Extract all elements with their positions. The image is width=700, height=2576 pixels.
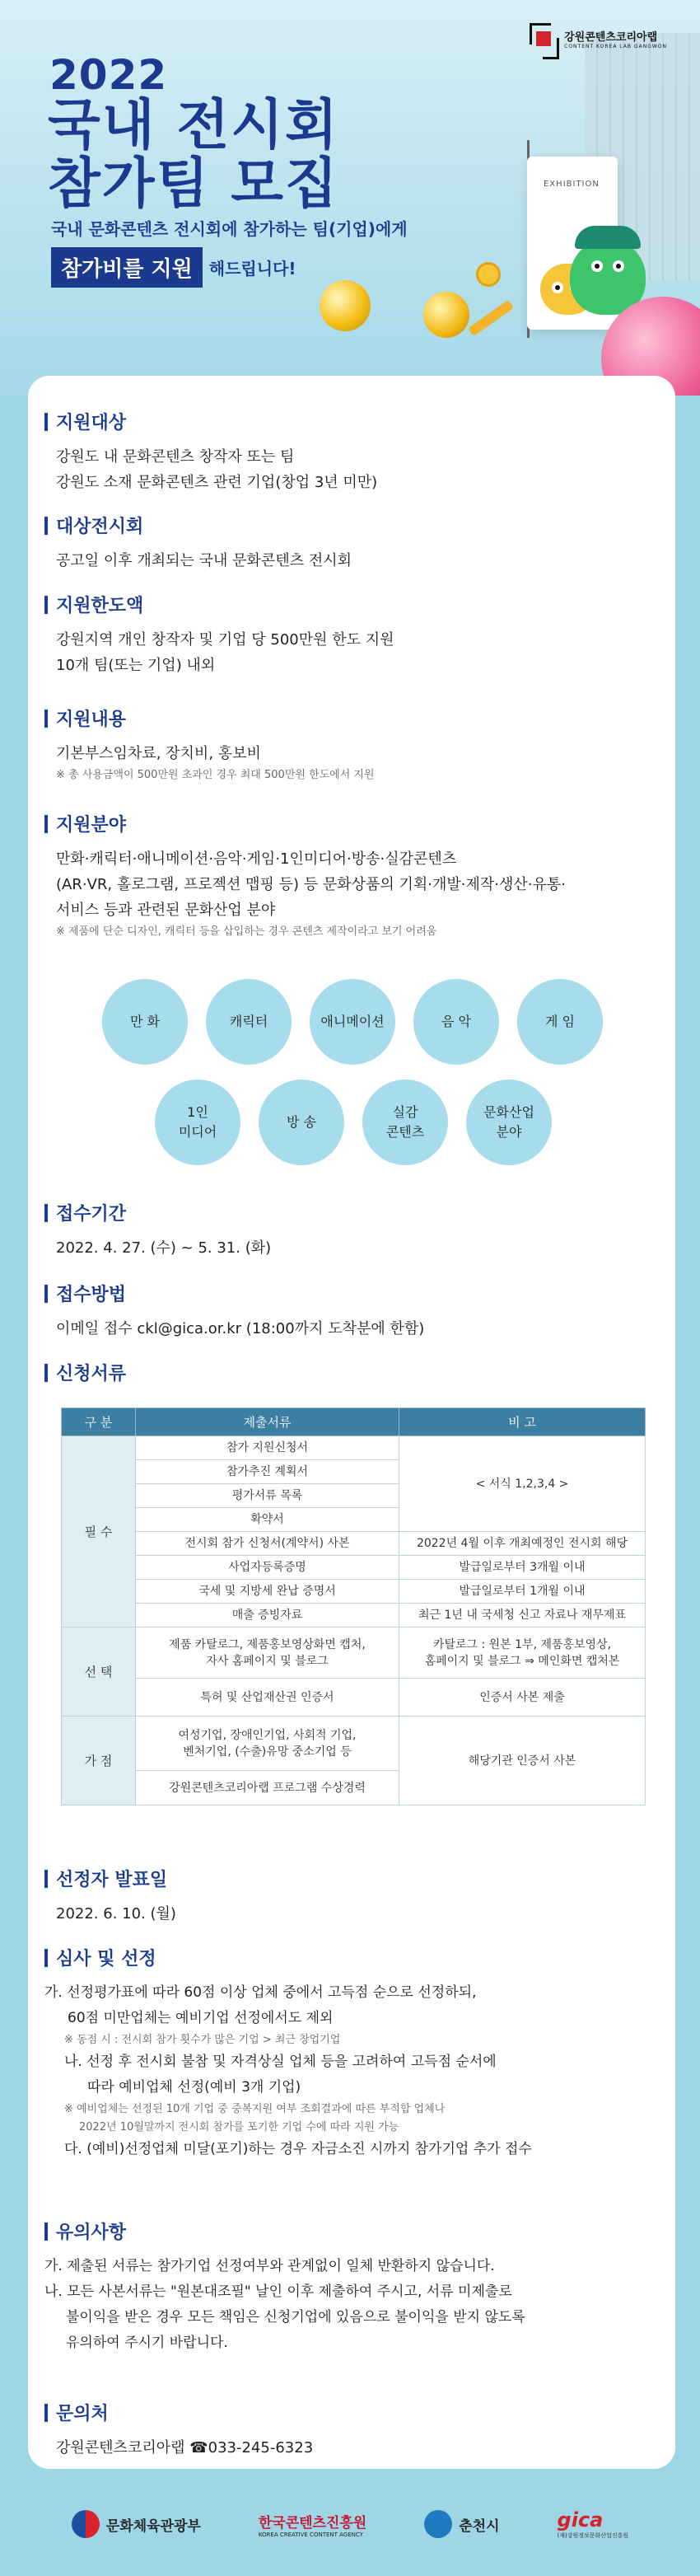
section-title: 문의처 (56, 2404, 109, 2424)
table-header: 구 분 (62, 1408, 136, 1436)
text-line: 가. 선정평가표에 따라 60점 이상 업체 중에서 고득점 순으로 선정하되, (44, 1984, 477, 2001)
text-line: 공고일 이후 개최되는 국내 문화콘텐츠 전시회 (56, 552, 352, 569)
table-row (62, 1556, 646, 1580)
text-line: 유의하여 주시기 바랍니다. (66, 2335, 228, 2351)
section-title: 지원분야 (56, 815, 127, 836)
field-circle-game: 게 임 (517, 979, 603, 1065)
chuncheon-icon (424, 2510, 452, 2538)
section-field (44, 811, 566, 941)
section-title: 선정자 발표일 (56, 1870, 168, 1890)
text-line: 가. 제출된 서류는 참가기업 선정여부와 관계없이 일체 반환하지 않습니다. (44, 2258, 495, 2274)
coin-graphic (476, 262, 501, 287)
text-line: 강원지역 개인 창작자 및 기업 당 500만원 한도 지원 (56, 631, 394, 649)
table-cell: 확약서 (136, 1508, 399, 1532)
section-title: 지원내용 (56, 710, 127, 730)
table-cell: 참가추진 계획서 (136, 1460, 399, 1484)
gica-logo (558, 2508, 629, 2540)
section-title: 심사 및 선정 (56, 1949, 156, 1969)
method-text: 이메일 접수 ckl@gica.or.kr (18:00까지 도착분에 한함) (56, 1320, 425, 1337)
text-line: 강원도 소재 문화콘텐츠 관련 기업(창업 3년 미만) (56, 474, 378, 491)
field-circle-manhwa: 만 화 (102, 979, 188, 1065)
note-text: 2022년 10월말까지 전시회 참가를 포기한 기업 수에 따라 지원 가능 (79, 2121, 399, 2133)
section-title: 대상전시회 (56, 517, 144, 537)
gold-ball-graphic (320, 280, 371, 331)
section-title: 지원한도액 (56, 596, 144, 616)
table-cell: 평가서류 목록 (136, 1484, 399, 1508)
ckl-logo (530, 23, 667, 59)
table-cell: < 서식 1,2,3,4 > (399, 1436, 646, 1532)
section-caution (44, 2218, 525, 2356)
table-row (62, 1580, 646, 1604)
text-line: 60점 미만업체는 예비기업 선정에서도 제외 (68, 2010, 334, 2026)
chuncheon-logo-text: 춘천시 (459, 2517, 500, 2535)
section-title: 접수방법 (56, 1285, 127, 1305)
documents-table (61, 1407, 646, 1806)
table-row (62, 1604, 646, 1628)
field-circle-music: 음 악 (413, 979, 499, 1065)
note-text: ※ 제품에 단순 디자인, 캐릭터 등을 삽입하는 경우 콘텐츠 제작이라고 보기 어려움 (56, 925, 437, 938)
section-title: 접수기간 (56, 1204, 127, 1225)
text-line: (AR·VR, 홀로그램, 프로젝션 맵핑 등) 등 문화상품의 기획·개발·제작·생산·유통· (56, 876, 566, 893)
text-line: 불이익을 받은 경우 모든 책임은 신청기업에 있음으로 불이익을 받지 않도록 (66, 2309, 525, 2325)
table-row (62, 1717, 646, 1771)
gica-logo-sub: (재)강원정보문화산업진흥원 (557, 2532, 629, 2539)
table-cell: 발급일로부터 3개월 이내 (399, 1556, 646, 1580)
table-cell: 인증서 사본 제출 (399, 1679, 646, 1717)
gica-logo-text: gica (557, 2508, 604, 2532)
hero-title (48, 93, 339, 216)
section-contact (44, 2400, 313, 2461)
ckl-logo-sub: CONTENT KOREA LAB GANGWON (564, 44, 667, 50)
group-required: 필 수 (62, 1436, 136, 1628)
kocca-logo-text: 한국콘텐츠진흥원 (258, 2514, 367, 2532)
text-line: 기본부스임차료, 장치비, 홍보비 (56, 745, 261, 762)
field-circle-character: 캐릭터 (206, 979, 292, 1065)
hero-subtitle-rest: 해드립니다! (208, 259, 296, 279)
content-card (28, 376, 675, 2469)
kocca-logo-sub: KOREA CREATIVE CONTENT AGENCY (258, 2531, 363, 2538)
support-badge: 참가비를 지원 (51, 247, 203, 288)
section-title: 유의사항 (56, 2222, 127, 2243)
text-line: 만화·캐릭터·애니메이션·음악·게임·1인미디어·방송·실감콘텐츠 (56, 850, 457, 868)
text-line: 다. (예비)선정업체 미달(포기)하는 경우 자금소진 시까지 참가기업 추가 접수 (64, 2141, 532, 2157)
table-cell: 특허 및 산업재산권 인증서 (136, 1679, 399, 1717)
table-header: 비 고 (399, 1408, 646, 1436)
field-circle-immersive: 실감 콘텐츠 (362, 1080, 448, 1165)
section-target (44, 409, 377, 495)
table-row (62, 1628, 646, 1679)
period-text: 2022. 4. 27. (수) ~ 5. 31. (화) (56, 1239, 272, 1257)
table-cell: 참가 지원신청서 (136, 1436, 399, 1460)
chuncheon-logo (424, 2510, 499, 2538)
table-cell: 2022년 4월 이후 개최예정인 전시회 해당 (399, 1532, 646, 1556)
field-circle-animation: 애니메이션 (310, 979, 395, 1065)
table-row (62, 1532, 646, 1556)
hero-title-line1: 국내 전시회 (48, 93, 339, 157)
note-text: ※ 예비업체는 선정된 10개 기업 중 중복지원 여부 조회결과에 따른 부적합 업체나 (64, 2103, 446, 2115)
gold-bar-graphic (468, 300, 514, 336)
hero-subtitle: 국내 문화콘텐츠 전시회에 참가하는 팀(기업)에게 (51, 219, 408, 239)
text-line: 나. 모든 사본서류는 "원본대조필" 날인 이후 제출하여 주시고, 서류 미제출로 (44, 2283, 512, 2300)
field-circle-culture-industry: 문화산업 분야 (466, 1080, 552, 1165)
ckl-logo-mark (530, 23, 559, 59)
note-text: ※ 동점 시 : 전시회 참가 횟수가 많은 기업 > 최근 창업기업 (64, 2034, 341, 2046)
text-line: 나. 선정 후 전시회 불참 및 자격상실 업체 등을 고려하여 고득점 순서에 (64, 2054, 497, 2070)
table-cell: 발급일로부터 1개월 이내 (399, 1580, 646, 1604)
table-cell: 전시회 참가 신청서(계약서) 사본 (136, 1532, 399, 1556)
section-content (44, 705, 375, 785)
section-announce (44, 1866, 176, 1927)
section-review (44, 1945, 532, 2162)
hero-subtitle-2 (51, 247, 296, 288)
table-cell: 사업자등록증명 (136, 1556, 399, 1580)
section-docs (44, 1360, 126, 1385)
hero-title-line2: 참가팀 모집 (48, 152, 339, 216)
section-title: 신청서류 (56, 1364, 127, 1384)
hero-banner (0, 0, 700, 396)
footer-logos (0, 2472, 700, 2576)
table-cell: 강원콘텐츠코리아랩 프로그램 수상경력 (136, 1771, 399, 1806)
field-circle-one-person-media: 1인 미디어 (155, 1080, 240, 1165)
table-cell: 여성기업, 장애인기업, 사회적 기업, 벤처기업, (수출)유망 중소기업 등 (136, 1717, 399, 1771)
note-text: ※ 총 사용금액이 500만원 초과인 경우 최대 500만원 한도에서 지원 (56, 769, 375, 781)
group-bonus: 가 점 (62, 1717, 136, 1806)
announce-date: 2022. 6. 10. (월) (56, 1905, 176, 1923)
exhibition-caption: EXHIBITION (544, 180, 600, 189)
table-cell: 국세 및 지방세 완납 증명서 (136, 1580, 399, 1604)
text-line: 서비스 등과 관련된 문화산업 분야 (56, 902, 276, 919)
section-method (44, 1281, 424, 1342)
table-cell: 최근 1년 내 국세청 신고 자료나 재무제표 (399, 1604, 646, 1628)
group-select: 선 택 (62, 1628, 136, 1717)
section-period (44, 1200, 271, 1261)
text-line: 따라 예비업체 선정(예비 3개 기업) (87, 2079, 301, 2096)
text-line: 10개 팀(또는 기업) 내외 (56, 657, 216, 674)
table-row (62, 1679, 646, 1717)
section-limit (44, 592, 394, 678)
gold-ball-graphic-2 (423, 292, 469, 338)
contact-text: 강원콘텐츠코리아랩 ☎033-245-6323 (56, 2439, 314, 2457)
ckl-logo-name: 강원콘텐츠코리아랩 (564, 31, 658, 44)
table-header-row (62, 1408, 646, 1436)
table-cell: 해당기관 인증서 사본 (399, 1717, 646, 1806)
mcst-logo (72, 2510, 201, 2538)
table-row (62, 1436, 646, 1460)
field-circle-broadcast: 방 송 (259, 1080, 344, 1165)
mcst-logo-text: 문화체육관광부 (105, 2517, 201, 2535)
table-header: 제출서류 (136, 1408, 399, 1436)
table-cell: 카탈로그 : 원본 1부, 제품홍보영상, 홈페이지 및 블로그 ⇒ 메인화면 캡처본 (399, 1628, 646, 1679)
mascot-hat (575, 226, 641, 249)
hero-year: 2022 (49, 51, 168, 99)
table-cell: 제품 카탈로그, 제품홍보영상화면 캡처, 자사 홈페이지 및 블로그 (136, 1628, 399, 1679)
section-title: 지원대상 (56, 413, 127, 433)
section-exhibition (44, 513, 352, 574)
kocca-logo (259, 2511, 366, 2538)
table-cell: 매출 증빙자료 (136, 1604, 399, 1628)
taegeuk-icon (72, 2510, 100, 2538)
text-line: 강원도 내 문화콘텐츠 창작자 또는 팀 (56, 448, 295, 466)
